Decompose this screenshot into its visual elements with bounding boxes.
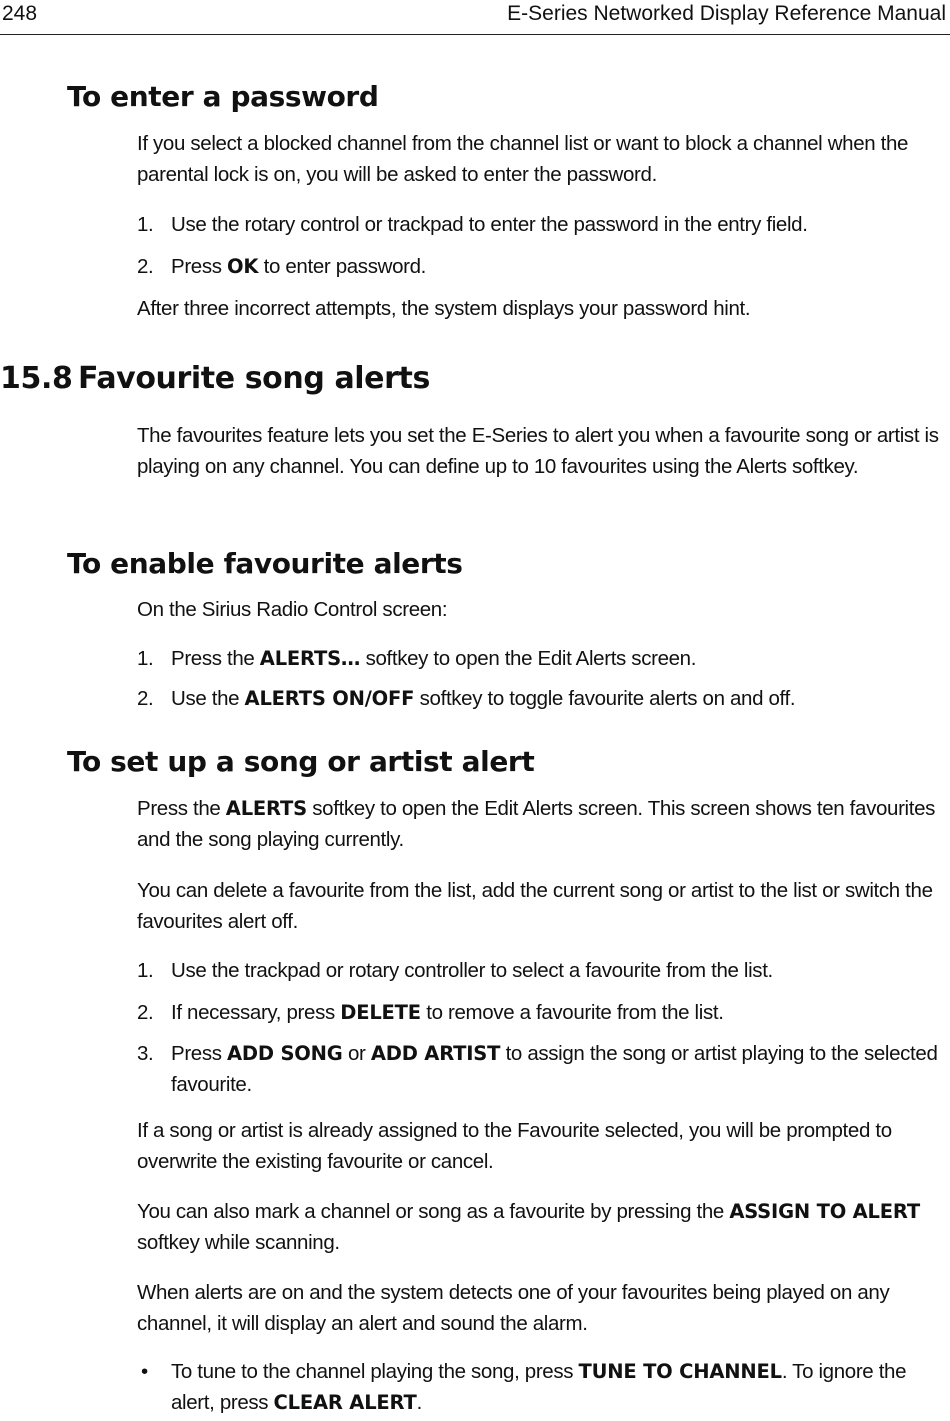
setup-paragraph-3: If a song or artist is already assigned to the Favourite selected, you will be prompted to overwrite the existing favourite or cancel.: [137, 1119, 892, 1173]
enable-step-1: [137, 643, 945, 674]
step-number: 1.: [137, 959, 154, 982]
section-number: 15.8: [0, 361, 73, 396]
softkey-alerts-on-off: ALERTS ON/OFF: [244, 687, 415, 710]
step-number: 1.: [137, 647, 154, 670]
password-outro: After three incorrect attempts, the system displays your password hint.: [137, 297, 751, 320]
setup-paragraph-5: When alerts are on and the system detects one of your favourites being played on any channel, it will display an alert and sound the alarm.: [137, 1281, 890, 1335]
page-number: 248: [2, 2, 38, 25]
manual-title: E-Series Networked Display Reference Manual: [507, 2, 946, 25]
password-step-2: [137, 251, 945, 282]
step-number: 3.: [137, 1042, 154, 1065]
setup-step-3: [137, 1038, 945, 1100]
softkey-alerts: ALERTS: [225, 797, 307, 820]
step-text: If necessary, press DELETE to remove a favourite from the list.: [171, 1001, 724, 1024]
softkey-add-song: ADD SONG: [227, 1042, 343, 1065]
section-title: Favourite song alerts: [78, 361, 430, 396]
heading-enable-alerts: To enable favourite alerts: [67, 547, 463, 580]
heading-setup-alert: To set up a song or artist alert: [67, 745, 535, 778]
softkey-delete: DELETE: [340, 1001, 421, 1024]
step-text: Use the trackpad or rotary controller to select a favourite from the list.: [171, 959, 773, 982]
setup-paragraph-2: You can delete a favourite from the list, add the current song or artist to the list or switch the favourites alert off.: [137, 879, 933, 933]
softkey-assign-to-alert: ASSIGN TO ALERT: [729, 1200, 920, 1223]
step-number: 2.: [137, 1001, 154, 1024]
softkey-add-artist: ADD ARTIST: [370, 1042, 501, 1065]
step-text: Press ADD SONG or ADD ARTIST to assign the song or artist playing to the selected favourite.: [171, 1042, 938, 1096]
password-step-1: [137, 209, 945, 240]
bullet-text: To tune to the channel playing the song, press TUNE TO CHANNEL. To ignore the alert, press CLEAR ALERT.: [171, 1360, 907, 1414]
enable-step-2: [137, 683, 945, 714]
step-number: 2.: [137, 255, 154, 278]
softkey-clear-alert: CLEAR ALERT: [273, 1391, 417, 1414]
setup-paragraph-4: You can also mark a channel or song as a favourite by pressing the ASSIGN TO ALERT softkey while scanning.: [137, 1200, 920, 1254]
setup-step-2: [137, 997, 945, 1028]
step-text: Press the ALERTS… softkey to open the Edit Alerts screen.: [171, 647, 697, 670]
softkey-ok: OK: [227, 255, 259, 278]
step-number: 2.: [137, 687, 154, 710]
section-heading: [0, 361, 430, 397]
step-text: Press OK to enter password.: [171, 255, 426, 278]
softkey-alerts: ALERTS…: [259, 647, 361, 670]
softkey-tune-to-channel: TUNE TO CHANNEL: [578, 1360, 782, 1383]
setup-bullet: [137, 1356, 945, 1418]
section-intro: The favourites feature lets you set the E-Series to alert you when a favourite song or artist is playing on any channel. You can define up to 10 favourites using the Alerts softkey.: [137, 424, 939, 478]
step-text: Use the rotary control or trackpad to enter the password in the entry field.: [171, 213, 808, 236]
step-text: Use the ALERTS ON/OFF softkey to toggle favourite alerts on and off.: [171, 687, 796, 710]
enable-intro: On the Sirius Radio Control screen:: [137, 598, 448, 621]
heading-enter-password: To enter a password: [67, 80, 379, 113]
page-header: [0, 0, 950, 35]
bullet-mark: •: [141, 1360, 148, 1383]
password-intro: If you select a blocked channel from the channel list or want to block a channel when the parental lock is on, you will be asked to enter the password.: [137, 132, 909, 186]
step-number: 1.: [137, 213, 154, 236]
setup-paragraph-1: Press the ALERTS softkey to open the Edit Alerts screen. This screen shows ten favourites and the song playing currently.: [137, 797, 936, 851]
setup-step-1: [137, 955, 945, 986]
